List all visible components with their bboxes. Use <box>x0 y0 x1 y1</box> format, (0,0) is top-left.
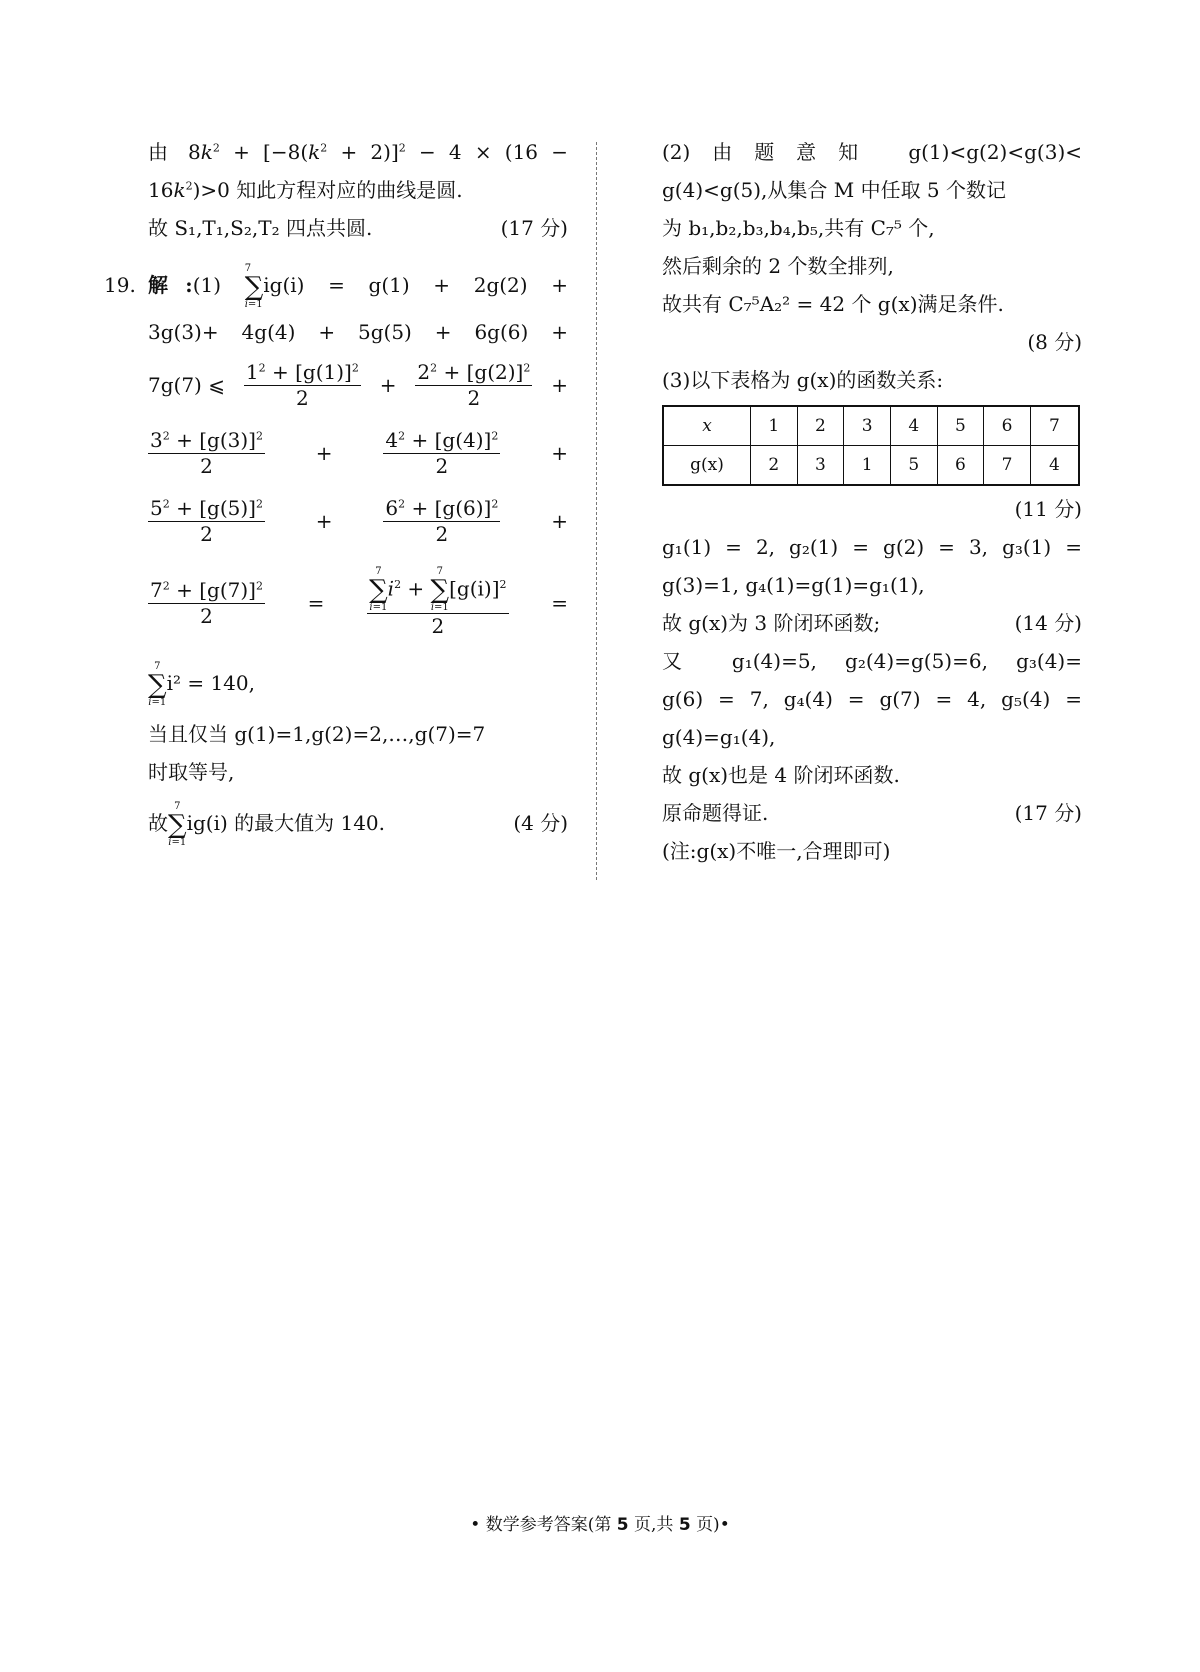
sum-result-line: 7 ∑ i=1 i² = 140, <box>148 660 255 708</box>
table-cell: 5 <box>890 446 937 486</box>
page-number: 5 <box>616 1515 629 1535</box>
table-row <box>663 446 1079 486</box>
score-17-left: (17 分) <box>500 216 568 240</box>
condition-line-2: 时取等号, <box>148 760 235 784</box>
part2-line-4: 然后剩余的 2 个数全排列, <box>662 254 894 278</box>
condition-line-1: 当且仅当 g(1)=1,g(2)=2,…,g(7)=7 <box>148 722 486 746</box>
table-cell: 5 <box>937 406 984 446</box>
fraction-row-2: $\frac{3^2 + [g(3)]^2}{2}$ + $\frac{4^2 + [g(4)]^2}{2}$ + <box>150 427 568 478</box>
sum-symbol: 7 ∑ i=1 <box>244 262 264 310</box>
solution-label: 解: <box>148 273 193 297</box>
part3-line-5: 又 g₁(4)=5, g₂(4)=g(5)=6, g₃(4)= <box>662 649 1082 673</box>
right-column <box>662 133 1082 870</box>
part2-line-5: 故共有 C₇⁵A₂² = 42 个 g(x)满足条件. <box>662 292 1004 316</box>
table-cell: 7 <box>1030 406 1079 446</box>
table-cell: 3 <box>844 406 891 446</box>
part3-line-3: g(3)=1, g₄(1)=g(1)=g₁(1), <box>662 573 925 597</box>
table-cell: 2 <box>751 446 798 486</box>
part3-line-2: g₁(1) = 2, g₂(1) = g(2) = 3, g₃(1) = <box>662 535 1082 559</box>
score-14: (14 分) <box>1014 611 1082 635</box>
score-8: (8 分) <box>1027 330 1082 354</box>
part3-line-9: 原命题得证. (17 分) <box>662 794 1082 832</box>
score-11: (11 分) <box>1014 497 1082 521</box>
left-line-3: 故 S₁,T₁,S₂,T₂ 四点共圆. (17 分) <box>148 209 568 247</box>
part3-line-1: (3)以下表格为 g(x)的函数关系: <box>662 368 944 392</box>
part2-line-1: (2)由题意知 g(1)<g(2)<g(3)< <box>662 140 1082 164</box>
part2-line-2: g(4)<g(5),从集合 M 中任取 5 个数记 <box>662 178 1007 202</box>
max-value-line: 故 7 ∑ i=1 ig(i) 的最大值为 140. (4 分) <box>148 791 568 855</box>
question-number: 19. <box>104 273 136 297</box>
page-total: 5 <box>678 1515 691 1535</box>
score-17-right: (17 分) <box>1014 801 1082 825</box>
table-cell: 4 <box>1030 446 1079 486</box>
part2-line-3: 为 b₁,b₂,b₃,b₄,b₅,共有 C₇⁵ 个, <box>662 216 935 240</box>
note-line: (注:g(x)不唯一,合理即可) <box>662 839 891 863</box>
table-cell: 2 <box>797 406 844 446</box>
table-cell: 4 <box>890 406 937 446</box>
fraction-row-3: $\frac{5^2 + [g(5)]^2}{2}$ + $\frac{6^2 + [g(6)]^2}{2}$ + <box>150 495 568 546</box>
q19-line-2: 3g(3)+ 4g(4) + 5g(5) + 6g(6) + <box>148 320 568 344</box>
fraction-row-4: $\frac{7^2 + [g(7)]^2}{2}$ = 7 ∑ i=1 $i^2$ + 7 ∑ i=1 $[g(i)]^2$ 2 = <box>150 566 568 638</box>
part3-line-7: g(4)=g₁(4), <box>662 725 776 749</box>
score-4: (4 分) <box>513 811 568 835</box>
left-column <box>104 133 568 855</box>
table-row <box>663 406 1079 446</box>
table-cell: 6 <box>937 446 984 486</box>
part3-line-4: 故 g(x)为 3 阶闭环函数; (14 分) <box>662 604 1082 642</box>
column-divider <box>596 142 597 880</box>
table-cell: 6 <box>984 406 1031 446</box>
table-cell: 1 <box>844 446 891 486</box>
function-table <box>662 405 1080 486</box>
table-cell: g(x) <box>663 446 751 486</box>
part3-line-6: g(6) = 7, g₄(4) = g(7) = 4, g₅(4) = <box>662 687 1082 711</box>
fraction-row-1: 7g(7) ⩽ $\frac{1^2 + [g(1)]^2}{2}$ + $\frac{2^2 + [g(2)]^2}{2}$ + <box>148 359 568 410</box>
table-cell: x <box>663 406 751 446</box>
table-cell: 7 <box>984 446 1031 486</box>
left-line-1: 由 $8k^2 + [-8(k^2 + 2)]^2 - 4 \times (16$ − <box>148 140 568 164</box>
table-cell: 3 <box>797 446 844 486</box>
q19-line-1: 19. 解:(1) 7 ∑ i=1 ig(i) = g(1) + 2g(2) + <box>148 257 568 313</box>
left-line-2: $16k^2)>0$ 知此方程对应的曲线是圆. <box>148 178 463 202</box>
table-cell: 1 <box>751 406 798 446</box>
part3-line-8: 故 g(x)也是 4 阶闭环函数. <box>662 763 900 787</box>
page-footer: • 数学参考答案(第 5 页,共 5 页)• <box>470 1515 730 1535</box>
